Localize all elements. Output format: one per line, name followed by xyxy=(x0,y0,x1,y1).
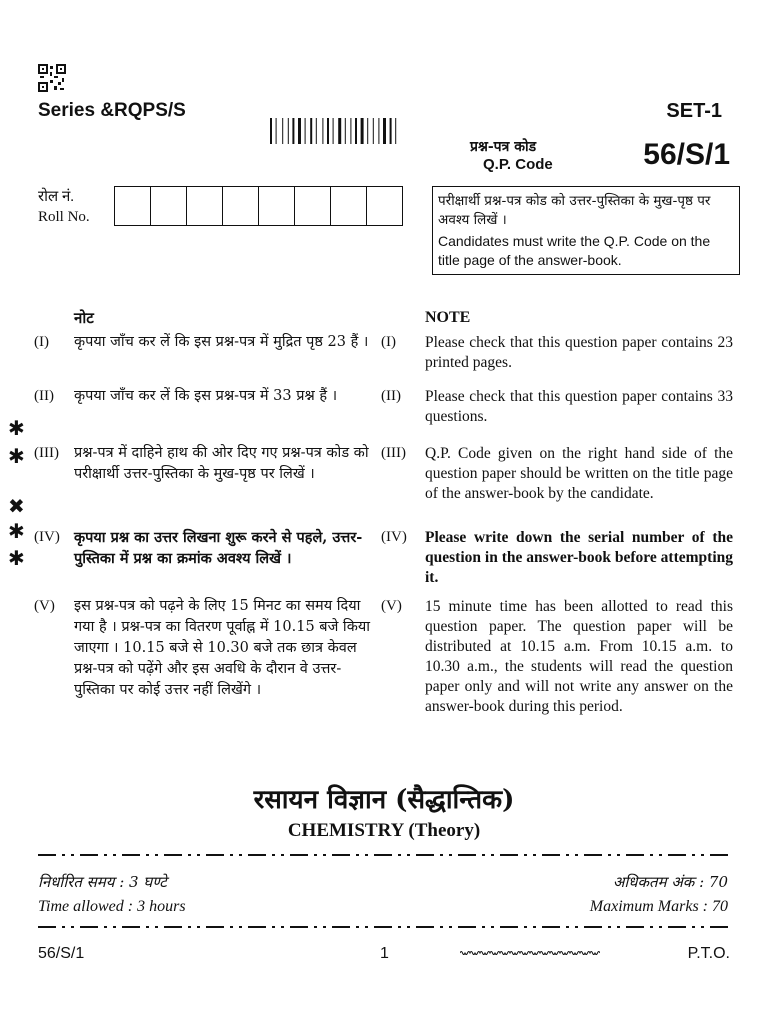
asterisk-mark-icon: ✱ xyxy=(8,519,25,543)
note-num: (V) xyxy=(381,598,402,614)
roll-number-boxes[interactable] xyxy=(114,186,403,226)
note-item-english: Please check that this question paper contains 23 printed pages. xyxy=(425,334,733,371)
note-num: (I) xyxy=(381,334,396,350)
note-item-english: Please write down the serial number of the question in the answer-book before attempting it. xyxy=(425,529,733,586)
dash-dot-divider xyxy=(38,853,730,857)
subject-title: CHEMISTRY (Theory) xyxy=(287,820,481,841)
roll-label-hindi: रोल नं. xyxy=(38,189,75,205)
note-item-hindi: कृपया जाँच कर लें कि इस प्रश्न-पत्र में मुद्रित पृष्ठ 23 हैं । xyxy=(74,334,369,350)
note-item-hindi: प्रश्न-पत्र में दाहिने हाथ की ओर दिए गए प्रश्न-पत्र कोड को परीक्षार्थी उत्तर-पुस्तिका के मुख-पृष्ठ पर लिखें । xyxy=(74,445,369,482)
roll-digit-box[interactable] xyxy=(295,187,331,225)
candidate-notice xyxy=(432,186,740,275)
cross-mark-icon: ✖ xyxy=(8,494,25,518)
footer-qp-code: 56/S/1 xyxy=(38,945,85,962)
asterisk-mark-icon: ✱ xyxy=(8,546,25,570)
roll-label: Roll No. xyxy=(38,209,90,225)
note-num: (II) xyxy=(381,388,401,404)
series-label: Series &RQPS/S xyxy=(38,100,186,121)
note-heading-hindi: नोट xyxy=(74,309,94,327)
note-num-hindi: (IV) xyxy=(34,529,60,545)
page-number: 1 xyxy=(380,945,389,962)
note-item-english: Please check that this question paper contains 33 questions. xyxy=(425,388,733,425)
asterisk-mark-icon: ✱ xyxy=(8,416,25,440)
note-item-english: 15 minute time has been allotted to read this question paper. The question paper will be distributed at 10.15 a.m. From 10.15 a.m. to 10.30 a.m., the students will read the question paper only and will not write any answer on the answer-book during this period. xyxy=(425,598,733,715)
roll-digit-box[interactable] xyxy=(151,187,187,225)
note-num-hindi: (I) xyxy=(34,334,49,350)
max-marks-hindi: अधिकतम अंक : 70 xyxy=(612,873,728,891)
notice-hindi: परीक्षार्थी प्रश्न-पत्र कोड को उत्तर-पुस्तिका के मुख-पृष्ठ पर अवश्य लिखें । xyxy=(438,193,711,228)
note-num-hindi: (V) xyxy=(34,598,55,614)
roll-digit-box[interactable] xyxy=(259,187,295,225)
note-num-hindi: (III) xyxy=(34,445,59,461)
pto-label: P.T.O. xyxy=(687,945,730,962)
roll-digit-box[interactable] xyxy=(367,187,402,225)
subject-title-hindi: रसायन विज्ञान (सैद्धान्तिक) xyxy=(253,785,515,815)
qp-code-value: 56/S/1 xyxy=(643,138,730,171)
roll-digit-box[interactable] xyxy=(115,187,151,225)
notice-english: Candidates must write the Q.P. Code on the title page of the answer-book. xyxy=(438,233,711,268)
note-num: (IV) xyxy=(381,529,407,545)
note-item-hindi: कृपया प्रश्न का उत्तर लिखना शुरू करने से पहले, उत्तर-पुस्तिका में प्रश्न का क्रमांक अवश्य लिखें । xyxy=(74,529,363,567)
note-heading: NOTE xyxy=(425,309,471,326)
note-item-hindi: कृपया जाँच कर लें कि इस प्रश्न-पत्र में 33 प्रश्न हैं । xyxy=(74,388,338,404)
roll-digit-box[interactable] xyxy=(187,187,223,225)
time-allowed-hindi: निर्धारित समय : 3 घण्टे xyxy=(38,873,167,891)
roll-digit-box[interactable] xyxy=(223,187,259,225)
set-label: SET-1 xyxy=(666,100,722,122)
qr-code-icon xyxy=(38,64,66,92)
dash-dot-divider xyxy=(38,925,730,929)
barcode-icon xyxy=(270,118,460,144)
time-allowed: Time allowed : 3 hours xyxy=(38,898,186,915)
note-num: (III) xyxy=(381,445,406,461)
max-marks: Maximum Marks : 70 xyxy=(589,898,728,915)
qp-code-label: Q.P. Code xyxy=(483,156,553,173)
wavy-line-icon xyxy=(460,948,600,958)
note-item-english: Q.P. Code given on the right hand side of the question paper should be written on the title page of the answer-book by the candidate. xyxy=(425,445,733,502)
note-num-hindi: (II) xyxy=(34,388,54,404)
qp-code-label-hindi: प्रश्न-पत्र कोड xyxy=(470,139,537,155)
asterisk-mark-icon: ✱ xyxy=(8,444,25,468)
note-item-hindi: इस प्रश्न-पत्र को पढ़ने के लिए 15 मिनट का समय दिया गया है । प्रश्न-पत्र का वितरण पूर्वाह्न में 10.15 बजे किया जाएगा । 10.15 बजे से 10.30 बजे तक छात्र केवल प्रश्न-पत्र को पढ़ेंगे और इस अवधि के दौरान वे उत्तर-पुस्तिका पर कोई उत्तर नहीं लिखेंगे । xyxy=(74,598,370,698)
roll-digit-box[interactable] xyxy=(331,187,367,225)
